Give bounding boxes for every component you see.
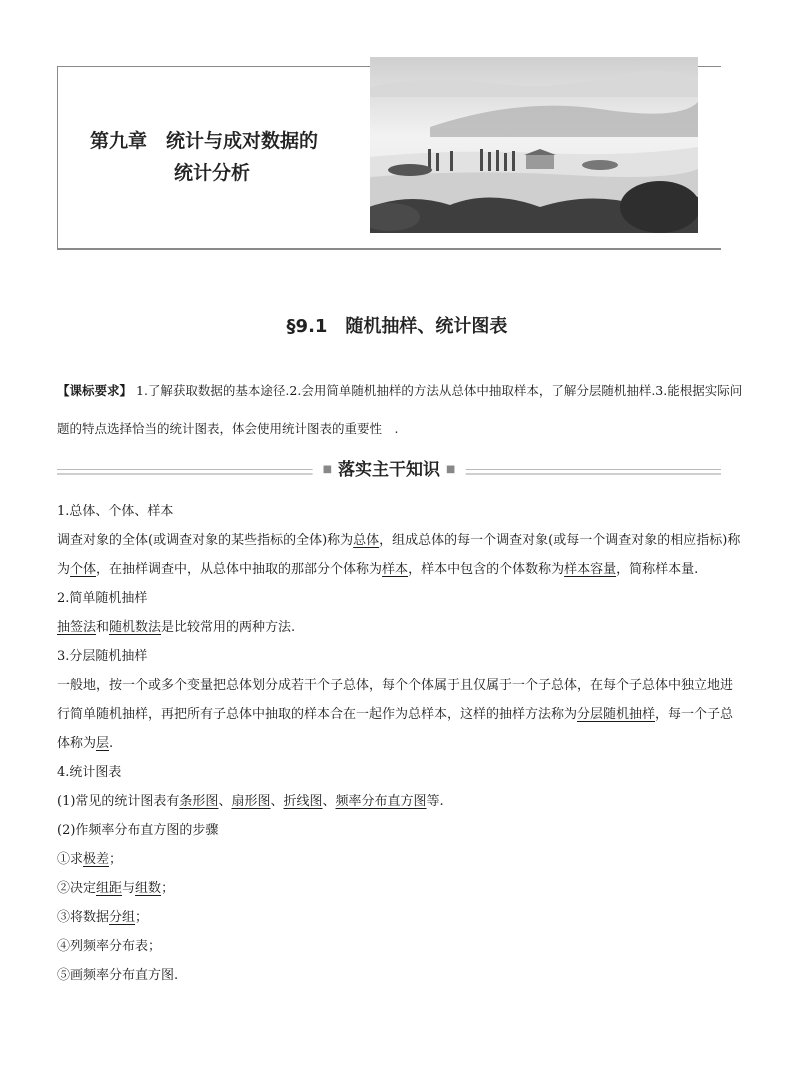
term-range: 极差: [83, 852, 110, 867]
requirements-tag: 【课标要求】: [57, 383, 133, 398]
divider-heading-text: 落实主干知识: [338, 460, 440, 480]
paragraph-simple-random-sampling: 抽签法和随机数法是比较常用的两种方法.: [57, 620, 296, 635]
divider-heading: [313, 459, 466, 481]
term-population: 总体: [353, 533, 380, 548]
step-3: ③将数据分组；: [57, 910, 149, 925]
divider-bullet: ■: [445, 464, 456, 475]
term-sample: 样本: [382, 562, 409, 577]
section-title: §9.1 随机抽样、统计图表: [286, 316, 508, 337]
term-class-count: 组数: [135, 881, 162, 896]
paragraph-stratified-sampling: 一般地，按一个或多个变量把总体划分成若干个子总体，每个个体属于且仅属于一个子总体，在每个子总体中独立地进行简单随机抽样，再把所有子总体中抽取的样本合在一起作为总样本，这样的抽样方法称为分层随机抽样，每一个子总体称为层.: [57, 678, 734, 751]
term-grouping: 分组: [109, 910, 136, 925]
term-pie-chart: 扇形图: [231, 794, 271, 809]
step-1: ①求极差；: [57, 852, 123, 867]
term-class-width: 组距: [96, 881, 123, 896]
term-bar-chart: 条形图: [179, 794, 219, 809]
heading-statistical-charts: 4.统计图表: [57, 765, 122, 780]
paragraph-chart-types: (1)常见的统计图表有条形图、扇形图、折线图、频率分布直方图等.: [57, 794, 444, 809]
heading-simple-random-sampling: 2.简单随机抽样: [57, 591, 148, 606]
step-2: ②决定组距与组数；: [57, 881, 175, 896]
knowledge-content: [57, 497, 745, 990]
term-individual: 个体: [70, 562, 97, 577]
step-5: ⑤画频率分布直方图.: [57, 968, 179, 983]
curriculum-requirements: [57, 372, 747, 448]
requirements-text: 1.了解获取数据的基本途径.2.会用简单随机抽样的方法从总体中抽取样本，了解分层随机抽样.3.能根据实际问题的特点选择恰当的统计图表，体会使用统计图表的重要性 .: [57, 383, 743, 436]
banner-bottom-rule: [57, 249, 721, 250]
chapter-title-line1: 第九章 统计与成对数据的: [90, 130, 319, 152]
term-sample-size: 样本容量: [564, 562, 617, 577]
term-histogram: 频率分布直方图: [335, 794, 427, 809]
section-divider: [57, 459, 721, 483]
paragraph-histogram-steps: (2)作频率分布直方图的步骤: [57, 823, 219, 838]
term-stratum: 层: [96, 736, 110, 751]
landscape-photo: [370, 57, 698, 233]
heading-stratified-sampling: 3.分层随机抽样: [57, 649, 148, 664]
term-random-number-method: 随机数法: [109, 620, 162, 635]
chapter-title: [90, 125, 318, 189]
term-line-chart: 折线图: [283, 794, 323, 809]
step-4: ④列频率分布表；: [57, 939, 162, 954]
term-stratified-sampling: 分层随机抽样: [577, 707, 656, 722]
divider-bullet: ■: [322, 464, 333, 475]
chapter-title-line2: 统计分析: [174, 162, 251, 184]
paragraph-population: 调查对象的全体(或调查对象的某些指标的全体)称为总体，组成总体的每一个调查对象(或每一个调查对象的相应指标)称为个体，在抽样调查中，从总体中抽取的那部分个体称为样本，样本中包含的个体数称为样本容量，简称样本量.: [57, 533, 741, 577]
term-lottery-method: 抽签法: [57, 620, 97, 635]
heading-population: 1.总体、个体、样本: [57, 504, 174, 519]
